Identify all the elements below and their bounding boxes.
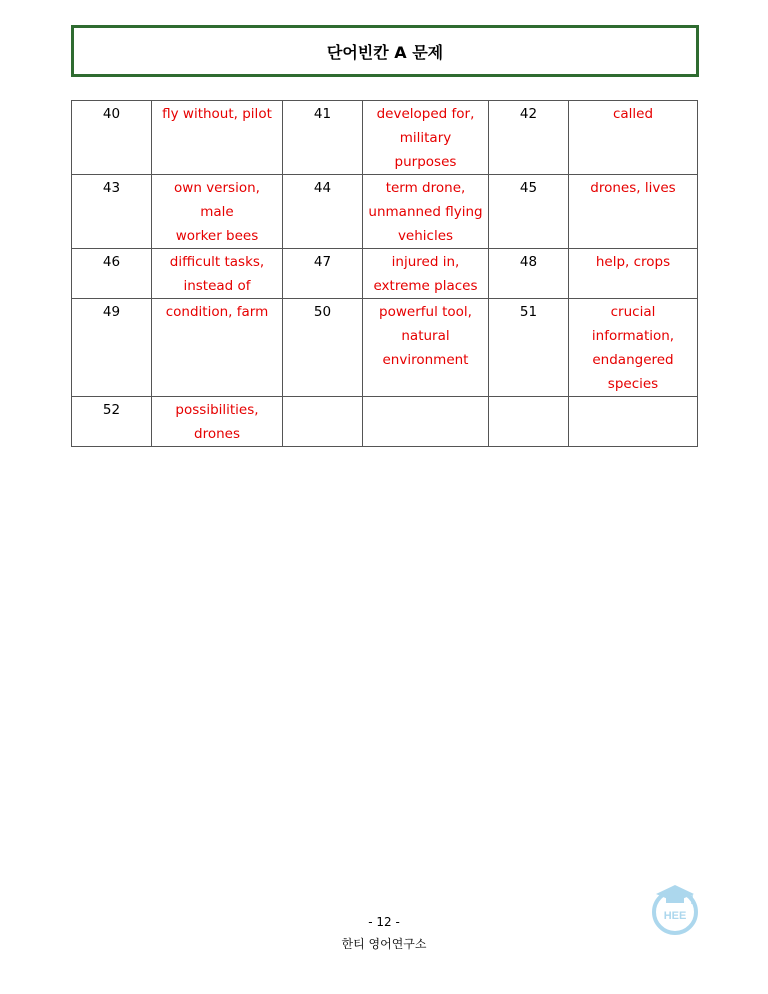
title-box [71, 25, 699, 77]
answer-line: possibilities, [175, 402, 259, 418]
answer-line: injured in, [391, 254, 460, 270]
answer-cell [569, 175, 698, 249]
answer-cell [569, 101, 698, 175]
answer-line: species [607, 376, 659, 392]
answer-cell [152, 175, 283, 249]
answer-line: condition, farm [165, 304, 269, 320]
answer-line: vehicles [397, 228, 454, 244]
answer-line: information, [591, 328, 675, 344]
question-number [283, 397, 363, 447]
answer-line: drones, lives [590, 180, 676, 196]
table-row [72, 299, 698, 397]
question-number: 51 [489, 299, 569, 397]
question-number: 40 [72, 101, 152, 175]
question-number [489, 397, 569, 447]
question-number: 48 [489, 249, 569, 299]
table-row [72, 101, 698, 175]
answer-line: crucial [610, 304, 656, 320]
answer-line: called [612, 106, 654, 122]
answer-cell [569, 249, 698, 299]
question-number: 43 [72, 175, 152, 249]
graduation-cap-icon [650, 880, 700, 936]
question-number: 41 [283, 101, 363, 175]
table-row [72, 397, 698, 447]
question-number: 44 [283, 175, 363, 249]
answer-line: extreme places [373, 278, 478, 294]
table-row [72, 249, 698, 299]
answer-cell [569, 299, 698, 397]
page-title: 단어빈칸 A 문제 [326, 42, 444, 62]
answer-cell [363, 101, 489, 175]
answer-cell [363, 249, 489, 299]
answer-line: developed for, [376, 106, 475, 122]
answer-table [71, 100, 698, 447]
answer-cell [152, 397, 283, 447]
question-number: 47 [283, 249, 363, 299]
page-number: - 12 - [368, 915, 400, 929]
answer-line: military purposes [394, 130, 457, 170]
answer-cell [152, 299, 283, 397]
answer-table-body [72, 101, 698, 447]
answer-line: environment [382, 352, 469, 368]
answer-line: instead of [183, 278, 251, 294]
answer-line: fly without, pilot [162, 106, 272, 122]
question-number: 42 [489, 101, 569, 175]
organization-name: 한티 영어연구소 [341, 937, 427, 951]
answer-line: drones [194, 426, 240, 442]
question-number: 46 [72, 249, 152, 299]
answer-line: natural [401, 328, 450, 344]
answer-line: powerful tool, [379, 304, 472, 320]
answer-cell [569, 397, 698, 447]
answer-line: help, crops [595, 254, 671, 270]
answer-cell [363, 397, 489, 447]
answer-line: unmanned flying [368, 204, 483, 220]
answer-line: endangered [592, 352, 674, 368]
question-number: 49 [72, 299, 152, 397]
answer-cell [152, 249, 283, 299]
answer-line: own version, male [174, 180, 260, 220]
table-row [72, 175, 698, 249]
answer-cell [363, 299, 489, 397]
logo-text: HEE [663, 910, 687, 922]
answer-cell [363, 175, 489, 249]
answer-cell [152, 101, 283, 175]
question-number: 45 [489, 175, 569, 249]
answer-line: term drone, [385, 180, 466, 196]
answer-line: difficult tasks, [169, 254, 265, 270]
answer-line: worker bees [175, 228, 259, 244]
question-number: 52 [72, 397, 152, 447]
question-number: 50 [283, 299, 363, 397]
